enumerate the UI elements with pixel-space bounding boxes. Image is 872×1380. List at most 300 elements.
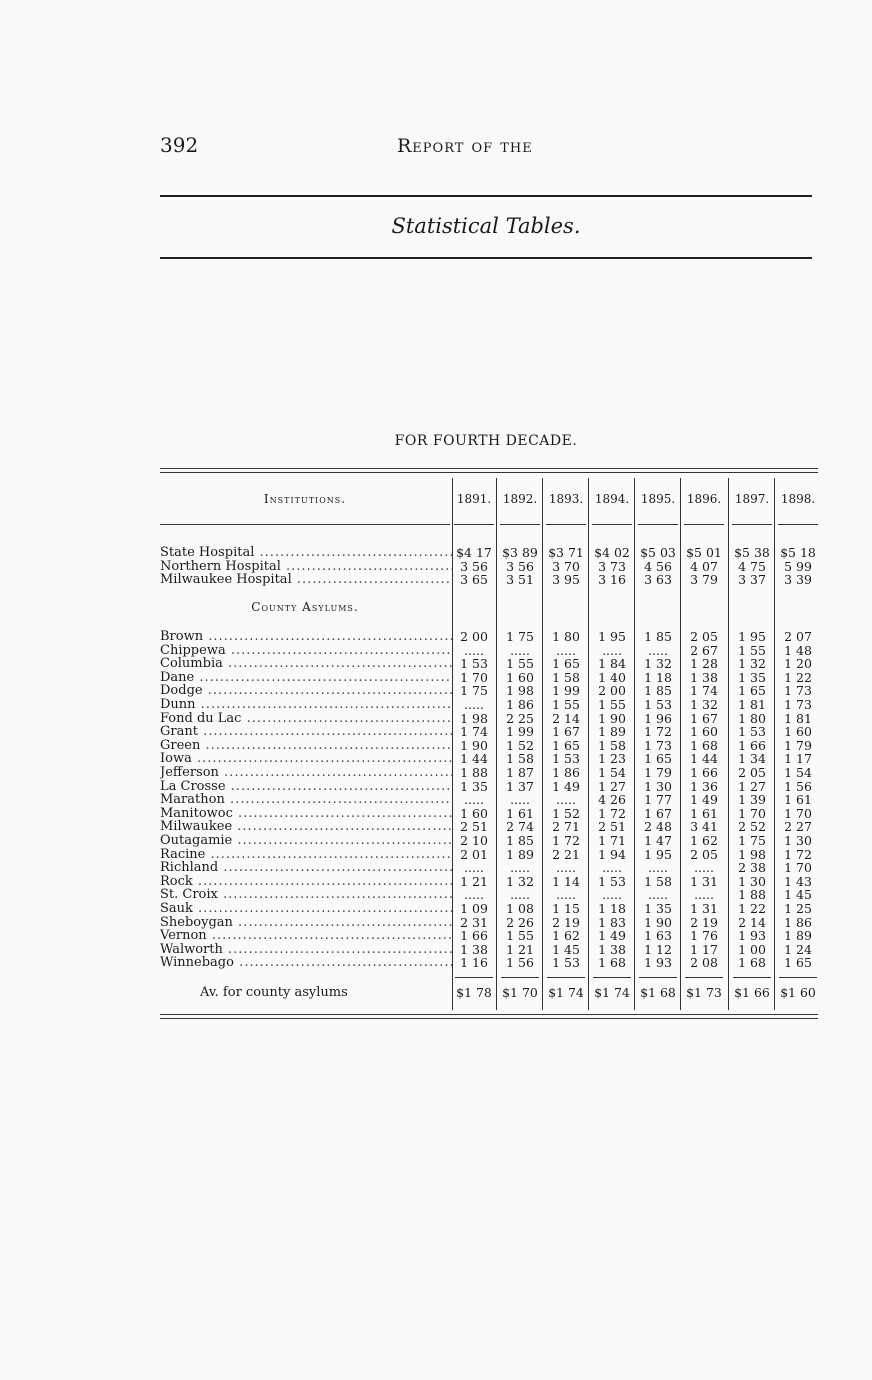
year-header: 1896. (686, 492, 722, 506)
table-row (160, 684, 820, 697)
table-cell: 1 39 (738, 792, 766, 808)
table-cell: 1 31 (690, 873, 718, 889)
table-cell: 1 72 (784, 846, 812, 862)
table-cell: 2 10 (460, 833, 488, 848)
table-cell: 4 56 (644, 558, 672, 574)
table-cell: 1 35 (644, 901, 672, 916)
table-cell: 2 00 (598, 683, 626, 699)
table-cell: 1 73 (784, 697, 812, 712)
table-cell: 2 00 (460, 629, 488, 644)
table-cell: 1 76 (690, 928, 718, 944)
year-header: 1893. (548, 492, 584, 506)
table-cell: $3 71 (548, 545, 584, 560)
table-row (160, 546, 820, 559)
table-cell: 1 55 (552, 697, 580, 712)
table-row (160, 725, 820, 738)
header-rule-institutions (160, 524, 450, 525)
table-cell: 1 18 (598, 901, 626, 916)
average-cell: $1 73 (686, 985, 722, 1000)
table-row (160, 875, 820, 888)
sum-rule (593, 977, 631, 978)
table-row (160, 848, 820, 861)
table-cell: 1 98 (506, 683, 534, 699)
table-cell: 3 79 (690, 572, 718, 587)
table-cell: 5 99 (784, 558, 812, 574)
table-cell: 4 07 (690, 558, 718, 574)
year-header: 1894. (594, 492, 630, 506)
table-cell: 1 65 (552, 656, 580, 672)
row-label: Green ..... (160, 739, 452, 752)
table-cell: 1 93 (738, 928, 766, 944)
table-cell: 1 95 (598, 629, 626, 644)
table-cell: 1 88 (738, 887, 766, 903)
table-cell: 1 58 (598, 737, 626, 753)
table-cell: 1 95 (644, 846, 672, 862)
table-cell: 1 75 (738, 833, 766, 848)
page-number: 392 (160, 133, 199, 157)
table-row (160, 834, 820, 847)
table-cell: 1 66 (690, 765, 718, 780)
table-cell: 1 49 (552, 778, 580, 794)
table-cell: 2 19 (552, 914, 580, 930)
table-cell: 1 70 (738, 805, 766, 821)
table-cell: 1 22 (738, 901, 766, 916)
table-cell: 1 12 (644, 941, 672, 957)
table-row (160, 698, 820, 711)
table-cell: 1 74 (690, 683, 718, 699)
table-cell: ..... (694, 887, 714, 903)
year-header: 1891. (456, 492, 492, 506)
table-cell: 1 74 (460, 724, 488, 740)
row-label: Richland ..... (160, 861, 452, 874)
row-label: Winnebago ..... (160, 956, 452, 969)
table-cell: 1 52 (506, 737, 534, 753)
table-cell: ..... (556, 860, 576, 876)
table-row (160, 916, 820, 929)
table-cell: 1 86 (552, 765, 580, 780)
running-head: Report of the (397, 135, 533, 157)
table-cell: 2 67 (690, 642, 718, 658)
table-cell: 1 28 (690, 656, 718, 672)
table-cell: ..... (510, 860, 530, 876)
table-caption: FOR FOURTH DECADE. (394, 433, 578, 449)
row-label: Sheboygan ..... (160, 916, 452, 929)
table-cell: 1 99 (506, 724, 534, 740)
table-cell: 1 52 (552, 805, 580, 821)
table-cell: 1 83 (598, 914, 626, 930)
table-cell: 1 35 (738, 669, 766, 685)
header-rule (732, 524, 772, 525)
table-row (160, 630, 820, 643)
table-cell: 1 34 (738, 751, 766, 767)
header-rule (684, 524, 724, 525)
table-cell: 2 05 (690, 629, 718, 644)
table-cell: 1 40 (598, 669, 626, 685)
table-cell: 2 08 (690, 955, 718, 971)
table-cell: 1 86 (784, 914, 812, 930)
table-row (160, 956, 820, 969)
table-cell: 3 37 (738, 572, 766, 587)
institutions-header: Institutions. (263, 492, 347, 506)
table-cell: $5 38 (734, 545, 770, 560)
table-cell: 1 58 (506, 751, 534, 767)
table-cell: 1 53 (552, 955, 580, 971)
table-cell: 1 71 (598, 833, 626, 848)
table-cell: ..... (602, 860, 622, 876)
table-cell: 1 85 (506, 833, 534, 848)
table-cell: 2 38 (738, 860, 766, 876)
table-cell: 1 32 (690, 697, 718, 712)
average-cell: $1 74 (594, 985, 630, 1000)
table-cell: 1 99 (552, 683, 580, 699)
table-cell: 2 19 (690, 914, 718, 930)
table-cell: $5 18 (780, 545, 816, 560)
row-label: State Hospital ..... (160, 546, 452, 559)
table-cell: 1 73 (784, 683, 812, 699)
table-cell: 4 26 (598, 792, 626, 808)
table-cell: 2 05 (738, 765, 766, 780)
row-label: La Crosse ..... (160, 780, 452, 793)
table-cell: 2 51 (460, 819, 488, 835)
table-cell: ..... (464, 792, 484, 808)
table-cell: 1 60 (784, 724, 812, 740)
row-label: Walworth ..... (160, 943, 452, 956)
table-row (160, 657, 820, 670)
table-cell: 1 35 (460, 778, 488, 794)
table-cell: 1 38 (690, 669, 718, 685)
table-cell: 1 44 (690, 751, 718, 767)
table-cell: ..... (602, 887, 622, 903)
table-cell: 1 32 (506, 873, 534, 889)
table-cell: 1 09 (460, 901, 488, 916)
table-cell: 1 98 (738, 846, 766, 862)
table-cell: 1 65 (738, 683, 766, 699)
table-cell: 1 84 (598, 656, 626, 672)
row-label: Northern Hospital ..... (160, 560, 452, 573)
table-cell: 1 45 (552, 941, 580, 957)
county-asylums-header: County Asylums. (251, 600, 359, 614)
table-cell: 1 43 (784, 873, 812, 889)
table-cell: 1 21 (506, 941, 534, 957)
sum-rule (639, 977, 677, 978)
table-row (160, 739, 820, 752)
table-cell: 1 60 (690, 724, 718, 740)
table-row (160, 766, 820, 779)
row-label: Columbia ..... (160, 657, 452, 670)
table-cell: 1 30 (644, 778, 672, 794)
table-cell: 1 72 (598, 805, 626, 821)
section-rule (160, 257, 812, 259)
table-cell: ..... (464, 860, 484, 876)
table-cell: 2 05 (690, 846, 718, 862)
table-cell: 1 90 (460, 737, 488, 753)
table-cell: 1 18 (644, 669, 672, 685)
row-label: Vernon ..... (160, 929, 452, 942)
table-row (160, 560, 820, 573)
table-cell: 1 49 (598, 928, 626, 944)
table-cell: ..... (556, 642, 576, 658)
table-cell: 1 58 (644, 873, 672, 889)
table-cell: ..... (464, 887, 484, 903)
year-header: 1895. (640, 492, 676, 506)
table-cell: 1 90 (644, 914, 672, 930)
table-cell: 1 63 (644, 928, 672, 944)
table-cell: 1 15 (552, 901, 580, 916)
table-cell: 1 55 (506, 928, 534, 944)
average-cell: $1 68 (640, 985, 676, 1000)
average-cell: $1 60 (780, 985, 816, 1000)
sum-rule (501, 977, 539, 978)
table-cell: 1 68 (598, 955, 626, 971)
table-cell: 1 61 (506, 805, 534, 821)
table-cell: 2 21 (552, 846, 580, 862)
table-cell: 1 70 (784, 860, 812, 876)
table-cell: 1 44 (460, 751, 488, 767)
row-label: Sauk ..... (160, 902, 452, 915)
table-cell: 1 61 (784, 792, 812, 808)
year-header: 1898. (780, 492, 816, 506)
table-row (160, 671, 820, 684)
table-cell: 1 85 (644, 683, 672, 699)
top-rule (160, 195, 812, 197)
table-cell: ..... (648, 887, 668, 903)
table-cell: 2 14 (738, 914, 766, 930)
table-cell: 3 56 (506, 558, 534, 574)
table-cell: 1 79 (784, 737, 812, 753)
header-rule (454, 524, 494, 525)
table-cell: $5 01 (686, 545, 722, 560)
table-cell: 2 25 (506, 710, 534, 726)
header-rule (546, 524, 586, 525)
table-cell: 3 95 (552, 572, 580, 587)
table-cell: 3 73 (598, 558, 626, 574)
table-cell: 1 75 (460, 683, 488, 699)
table-cell: 1 53 (644, 697, 672, 712)
table-cell: 2 51 (598, 819, 626, 835)
table-cell: 1 95 (738, 629, 766, 644)
table-cell: $5 03 (640, 545, 676, 560)
table-cell: 1 72 (552, 833, 580, 848)
row-label: Manitowoc ..... (160, 807, 452, 820)
table-cell: 1 36 (690, 778, 718, 794)
row-label: Chippewa ..... (160, 644, 452, 657)
sum-rule (733, 977, 771, 978)
table-cell: 3 41 (690, 819, 718, 835)
table-cell: 1 88 (460, 765, 488, 780)
table-cell: 1 55 (738, 642, 766, 658)
table-cell: 1 54 (598, 765, 626, 780)
table-cell: 1 14 (552, 873, 580, 889)
table-cell: 1 67 (644, 805, 672, 821)
table-cell: 1 08 (506, 901, 534, 916)
table-cell: 1 96 (644, 710, 672, 726)
table-cell: 1 89 (506, 846, 534, 862)
table-row (160, 820, 820, 833)
table-cell: 1 73 (644, 737, 672, 753)
table-cell: 1 56 (506, 955, 534, 971)
table-cell: 1 89 (784, 928, 812, 944)
table-row (160, 793, 820, 806)
table-cell: 1 87 (506, 765, 534, 780)
table-cell: ..... (694, 860, 714, 876)
table-cell: 3 56 (460, 558, 488, 574)
table-cell: 1 38 (598, 941, 626, 957)
sum-rule (779, 977, 817, 978)
sum-rule (685, 977, 723, 978)
table-cell: 1 21 (460, 873, 488, 889)
header-rule (638, 524, 678, 525)
table-cell: 2 07 (784, 629, 812, 644)
table-cell: 4 75 (738, 558, 766, 574)
table-cell: 1 32 (644, 656, 672, 672)
table-cell: 1 77 (644, 792, 672, 808)
table-top-rule (160, 468, 818, 473)
table-cell: 1 16 (460, 955, 488, 971)
table-cell: 1 60 (460, 805, 488, 821)
table-cell: 2 27 (784, 819, 812, 835)
row-label: Dunn ..... (160, 698, 452, 711)
row-label: Jefferson ..... (160, 766, 452, 779)
row-label: Brown ..... (160, 630, 452, 643)
table-cell: 1 53 (598, 873, 626, 889)
table-cell: $3 89 (502, 545, 538, 560)
table-cell: 1 68 (690, 737, 718, 753)
table-row (160, 644, 820, 657)
table-cell: 1 65 (784, 955, 812, 971)
table-cell: 1 98 (460, 710, 488, 726)
table-cell: 1 22 (784, 669, 812, 685)
row-label: Iowa ..... (160, 752, 452, 765)
table-cell: 1 68 (738, 955, 766, 971)
table-cell: 1 62 (552, 928, 580, 944)
table-cell: 2 31 (460, 914, 488, 930)
table-row (160, 902, 820, 915)
row-label: Fond du Lac ..... (160, 712, 452, 725)
table-cell: 2 74 (506, 819, 534, 835)
table-cell: ..... (556, 887, 576, 903)
table-cell: ..... (648, 860, 668, 876)
table-cell: 2 71 (552, 819, 580, 835)
table-cell: 1 38 (460, 941, 488, 957)
table-cell: 3 70 (552, 558, 580, 574)
table-cell: 1 25 (784, 901, 812, 916)
row-label: Outagamie ..... (160, 834, 452, 847)
table-cell: 1 32 (738, 656, 766, 672)
row-label: Dodge ..... (160, 684, 452, 697)
row-label: Racine ..... (160, 848, 452, 861)
table-cell: 2 26 (506, 914, 534, 930)
table-cell: 1 54 (784, 765, 812, 780)
table-cell: 1 79 (644, 765, 672, 780)
year-header: 1897. (734, 492, 770, 506)
table-cell: 1 66 (738, 737, 766, 753)
sum-rule (455, 977, 493, 978)
table-cell: 1 65 (552, 737, 580, 753)
year-header: 1892. (502, 492, 538, 506)
table-cell: 1 48 (784, 642, 812, 658)
table-cell: 1 70 (784, 805, 812, 821)
table-cell: 1 23 (598, 751, 626, 767)
table-cell: ..... (556, 792, 576, 808)
table-cell: 1 49 (690, 792, 718, 808)
table-cell: 1 81 (784, 710, 812, 726)
row-label: St. Croix ..... (160, 888, 452, 901)
table-cell: 1 00 (738, 941, 766, 957)
average-cell: $1 78 (456, 985, 492, 1000)
table-cell: 2 14 (552, 710, 580, 726)
table-cell: 2 48 (644, 819, 672, 835)
row-label: Marathon ..... (160, 793, 452, 806)
table-row (160, 780, 820, 793)
table-cell: ..... (464, 642, 484, 658)
table-cell: 1 17 (784, 751, 812, 767)
row-label: Milwaukee ..... (160, 820, 452, 833)
table-cell: 1 86 (506, 697, 534, 712)
table-cell: 3 51 (506, 572, 534, 587)
average-cell: $1 74 (548, 985, 584, 1000)
table-row (160, 752, 820, 765)
table-cell: 1 67 (552, 724, 580, 740)
table-cell: 3 63 (644, 572, 672, 587)
sum-rule (547, 977, 585, 978)
table-row (160, 573, 820, 586)
row-label: Rock ..... (160, 875, 452, 888)
table-cell: 1 67 (690, 710, 718, 726)
table-cell: ..... (510, 792, 530, 808)
table-cell: $4 02 (594, 545, 630, 560)
table-cell: 1 55 (598, 697, 626, 712)
table-cell: 1 20 (784, 656, 812, 672)
table-cell: 1 80 (552, 629, 580, 644)
table-cell: 1 55 (506, 656, 534, 672)
table-cell: 1 53 (460, 656, 488, 672)
table-cell: 1 85 (644, 629, 672, 644)
table-cell: 1 89 (598, 724, 626, 740)
table-cell: 1 27 (598, 778, 626, 794)
table-cell: 1 70 (460, 669, 488, 685)
table-row (160, 712, 820, 725)
row-label: Grant ..... (160, 725, 452, 738)
table-cell: 1 60 (506, 669, 534, 685)
table-bottom-rule (160, 1014, 818, 1019)
row-label: Dane ..... (160, 671, 452, 684)
table-cell: 1 65 (644, 751, 672, 767)
table-cell: 1 62 (690, 833, 718, 848)
table-cell: 1 31 (690, 901, 718, 916)
table-cell: 1 27 (738, 778, 766, 794)
table-cell: ..... (648, 642, 668, 658)
table-cell: ..... (464, 697, 484, 712)
table-row (160, 929, 820, 942)
table-cell: 3 16 (598, 572, 626, 587)
row-label: Milwaukee Hospital ..... (160, 573, 452, 586)
table-cell: ..... (510, 642, 530, 658)
table-cell: 3 65 (460, 572, 488, 587)
table-cell: 1 37 (506, 778, 534, 794)
table-cell: ..... (602, 642, 622, 658)
table-cell: 1 30 (784, 833, 812, 848)
table-cell: 1 72 (644, 724, 672, 740)
table-cell: 1 30 (738, 873, 766, 889)
average-label: Av. for county asylums (200, 985, 348, 1000)
table-cell: 1 61 (690, 805, 718, 821)
header-rule (500, 524, 540, 525)
table-cell: 1 53 (552, 751, 580, 767)
table-cell: 2 52 (738, 819, 766, 835)
header-rule (592, 524, 632, 525)
table-cell: 1 80 (738, 710, 766, 726)
table-cell: 2 01 (460, 846, 488, 862)
